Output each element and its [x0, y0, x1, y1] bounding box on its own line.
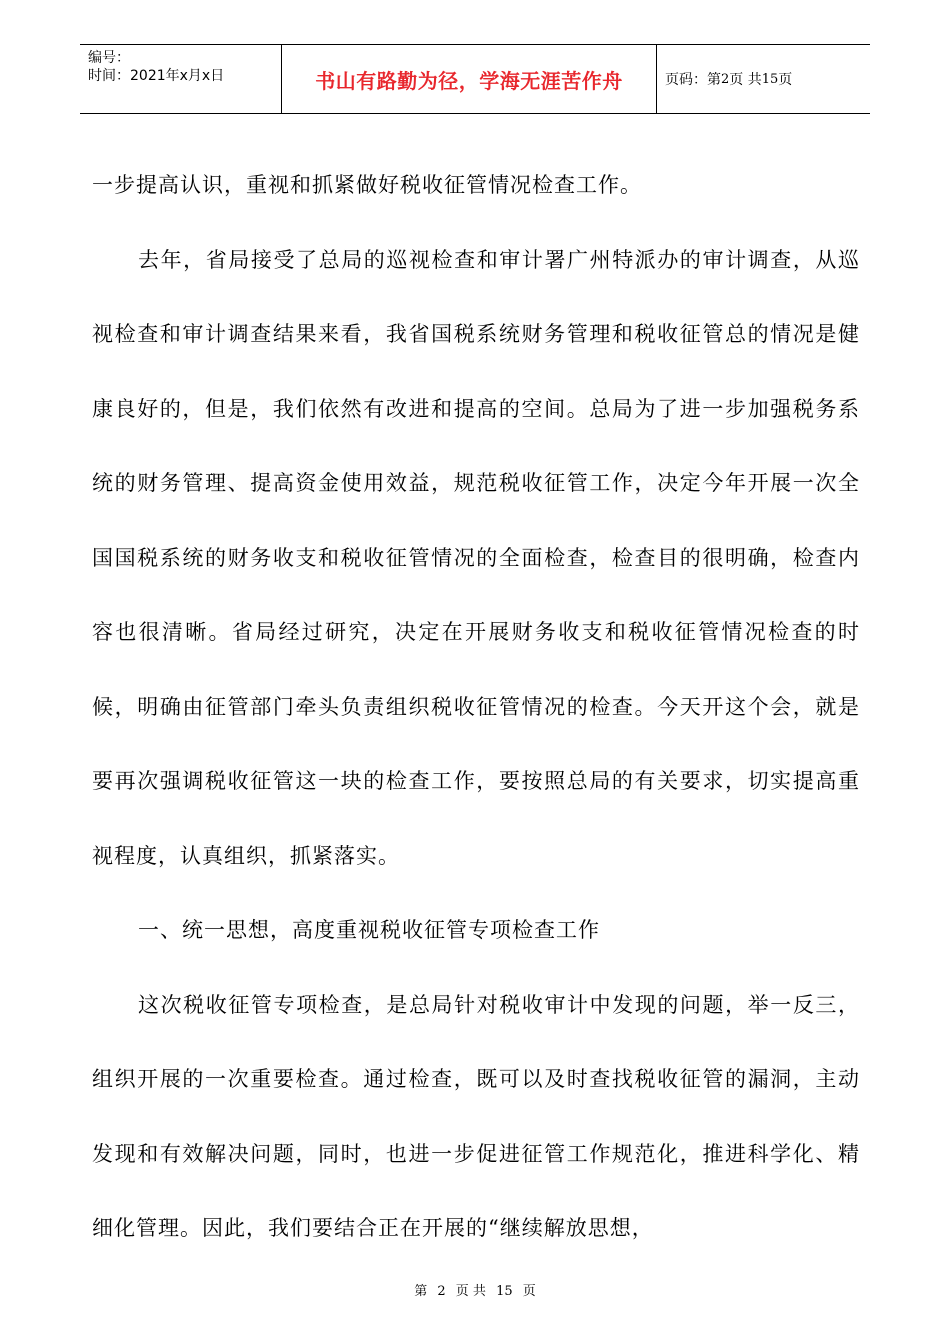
footer-prefix: 第	[414, 1284, 428, 1299]
paragraph: 这次税收征管专项检查，是总局针对税收审计中发现的问题，举一反三，组织开展的一次重要检查。通过检查，既可以及时查找税收征管的漏洞，主动发现和有效解决问题，同时，也进一步促进征管工作规范化，推进科学化、精细化管理。因此，我们要结合正在开展的“继续解放思想，	[92, 992, 860, 1240]
document-body	[92, 148, 860, 1266]
header-page-indicator	[657, 45, 870, 113]
header-page-middle: 页 共	[729, 72, 762, 88]
header-page-suffix: 页	[778, 72, 793, 88]
header-page-prefix: 页码：第	[665, 72, 721, 88]
section-heading: 一、统一思想，高度重视税收征管专项检查工作	[138, 918, 600, 942]
header-page-current: 2	[721, 71, 730, 87]
document-number-label: 编号：	[88, 50, 130, 66]
page-footer	[0, 1280, 950, 1299]
document-time-label: 时间：2021年x月x日	[88, 68, 225, 84]
footer-page-total: 15	[496, 1284, 513, 1299]
footer-page-current: 2	[437, 1284, 446, 1299]
page-header	[80, 44, 870, 114]
header-motto: 书山有路勤为径，学海无涯苦作舟	[282, 45, 657, 113]
footer-middle: 页 共	[455, 1284, 486, 1299]
header-page-total: 15	[761, 71, 779, 87]
paragraph: 去年，省局接受了总局的巡视检查和审计署广州特派办的审计调查，从巡视检查和审计调查结果来看，我省国税系统财务管理和税收征管总的情况是健康良好的，但是，我们依然有改进和提高的空间。总局为了进一步加强税务系统的财务管理、提高资金使用效益，规范税收征管工作，决定今年开展一次全国国税系统的财务收支和税收征管情况的全面检查，检查目的很明确，检查内容也很清晰。省局经过研究，决定在开展财务收支和税收征管情况检查的时候，明确由征管部门牵头负责组织税收征管情况的检查。今天开这个会，就是要再次强调税收征管这一块的检查工作，要按照总局的有关要求，切实提高重视程度，认真组织，抓紧落实。	[92, 247, 860, 868]
footer-suffix: 页	[522, 1284, 536, 1299]
paragraph-continuation: 一步提高认识，重视和抓紧做好税收征管情况检查工作。	[92, 173, 642, 197]
header-meta	[80, 45, 282, 113]
